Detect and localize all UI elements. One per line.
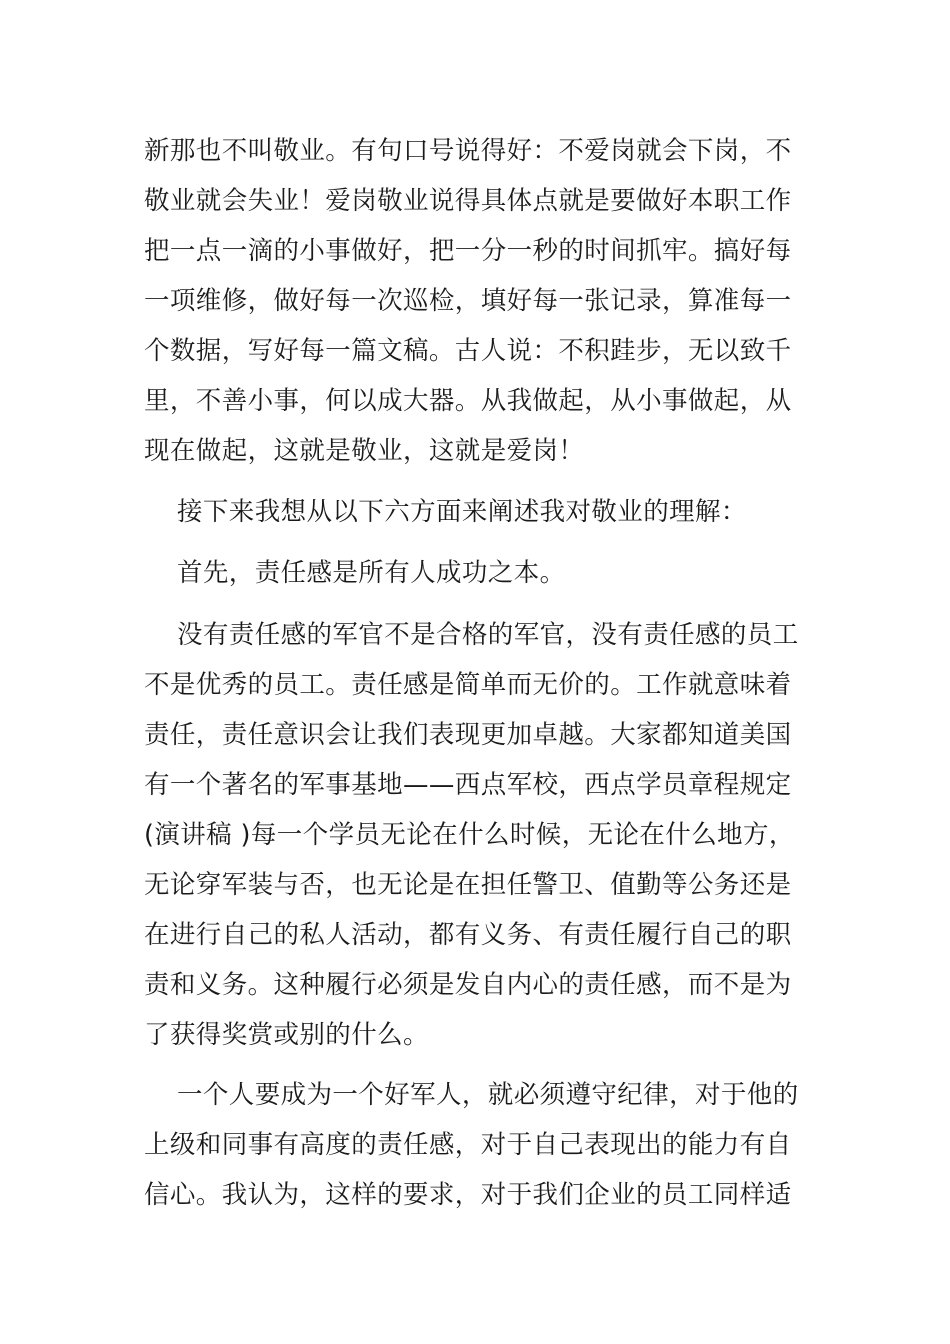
paragraph-2 <box>144 487 808 537</box>
paragraph-line: 敬业就会失业！爱岗敬业说得具体点就是要做好本职工作 <box>144 186 792 216</box>
paragraph-line: 在进行自己的私人活动，都有义务、有责任履行自己的职 <box>144 920 792 950</box>
paragraph-line: (演讲稿 )每一个学员无论在什么时候，无论在什么地方， <box>144 820 795 850</box>
paragraph-line: 了获得奖赏或别的什么。 <box>144 1020 429 1050</box>
paragraph-line: 接下来我想从以下六方面来阐述我对敬业的理解： <box>177 497 747 527</box>
paragraph-1 <box>144 126 808 476</box>
paragraph-3 <box>144 548 808 598</box>
paragraph-line: 个数据，写好每一篇文稿。古人说：不积跬步，无以致千 <box>144 336 792 366</box>
paragraph-line: 现在做起，这就是敬业，这就是爱岗！ <box>144 436 585 466</box>
paragraph-5 <box>144 1070 808 1220</box>
paragraph-line: 里，不善小事，何以成大器。从我做起，从小事做起，从 <box>144 386 792 416</box>
paragraph-line: 有一个著名的军事基地——西点军校，西点学员章程规定 <box>144 770 792 800</box>
paragraph-line: 无论穿军装与否，也无论是在担任警卫、值勤等公务还是 <box>144 870 792 900</box>
paragraph-line: 信心。我认为，这样的要求，对于我们企业的员工同样适 <box>144 1180 792 1210</box>
paragraph-line: 责和义务。这种履行必须是发自内心的责任感，而不是为 <box>144 970 792 1000</box>
paragraph-line: 上级和同事有高度的责任感，对于自己表现出的能力有自 <box>144 1130 792 1160</box>
paragraph-line: 不是优秀的员工。责任感是简单而无价的。工作就意味着 <box>144 670 792 700</box>
paragraph-line: 一项维修，做好每一次巡检，填好每一张记录，算准每一 <box>144 286 792 316</box>
paragraph-line: 责任，责任意识会让我们表现更加卓越。大家都知道美国 <box>144 720 792 750</box>
paragraph-line: 新那也不叫敬业。有句口号说得好：不爱岗就会下岗，不 <box>144 136 792 166</box>
paragraph-line: 首先，责任感是所有人成功之本。 <box>177 558 566 588</box>
paragraph-line: 没有责任感的军官不是合格的军官，没有责任感的员工 <box>177 620 799 650</box>
paragraph-4 <box>144 610 808 1060</box>
paragraph-line: 把一点一滴的小事做好，把一分一秒的时间抓牢。搞好每 <box>144 236 792 266</box>
paragraph-line: 一个人要成为一个好军人，就必须遵守纪律，对于他的 <box>177 1080 799 1110</box>
